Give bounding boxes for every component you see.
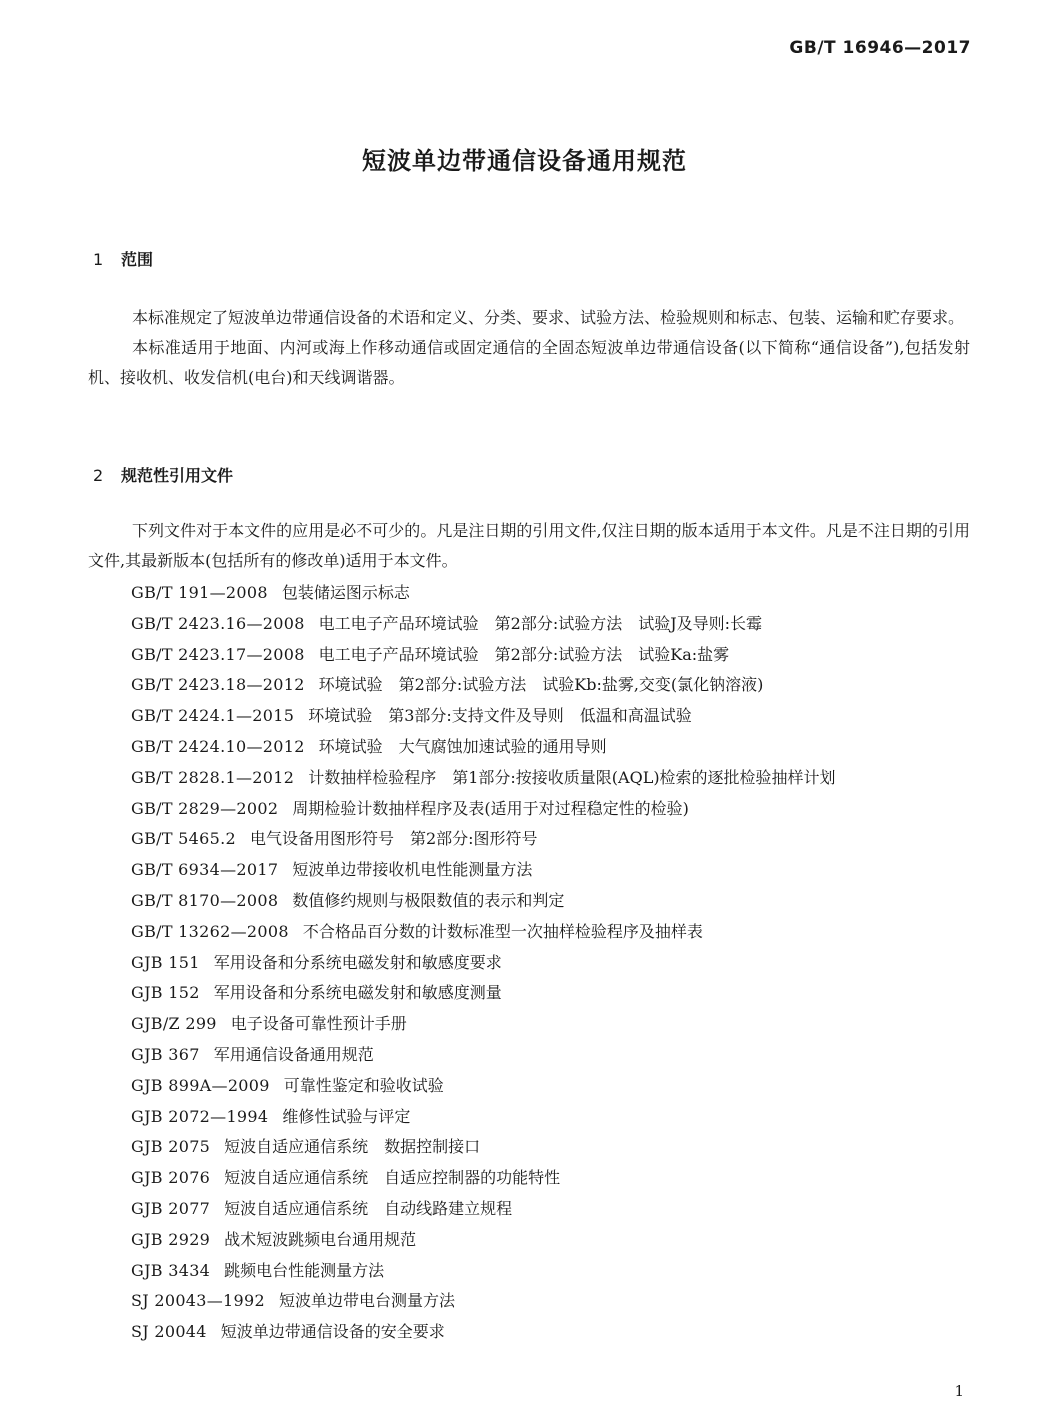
reference-code: GJB/Z 299 <box>131 1014 217 1034</box>
reference-title: 可靠性鉴定和验收试验 <box>283 1075 444 1095</box>
reference-item <box>88 1102 970 1133</box>
reference-title: 周期检验计数抽样程序及表(适用于对过程稳定性的检验) <box>292 798 689 818</box>
reference-code: GB/T 2423.16—2008 <box>131 613 305 633</box>
reference-title: 战术短波跳频电台通用规范 <box>224 1229 417 1249</box>
document-title: 短波单边带通信设备通用规范 <box>362 147 687 175</box>
reference-item <box>88 855 970 886</box>
section-2-heading <box>93 463 233 486</box>
section-number: 1 <box>93 250 104 269</box>
reference-item <box>88 1286 970 1317</box>
reference-item <box>88 1071 970 1102</box>
reference-code: SJ 20044 <box>131 1322 207 1342</box>
reference-code: GB/T 2828.1—2012 <box>131 767 295 787</box>
reference-item <box>88 1040 970 1071</box>
reference-title: 短波自适应通信系统 自适应控制器的功能特性 <box>224 1168 561 1188</box>
reference-title: 计数抽样检验程序 第1部分:按接收质量限(AQL)检索的逐批检验抽样计划 <box>308 767 836 787</box>
reference-item <box>88 1225 970 1256</box>
reference-title: 电子设备可靠性预计手册 <box>230 1014 407 1034</box>
reference-item <box>88 701 970 732</box>
reference-item <box>88 609 970 640</box>
reference-code: GB/T 2423.18—2012 <box>131 675 305 695</box>
reference-code: GB/T 13262—2008 <box>131 921 289 941</box>
reference-list <box>88 578 970 1348</box>
section-title: 范围 <box>121 250 154 269</box>
reference-item <box>88 732 970 763</box>
paragraph: 本标准适用于地面、内河或海上作移动通信或固定通信的全固态短波单边带通信设备(以下简称“通信设备”),包括发射机、接收机、收发信机(电台)和天线调谐器。 <box>88 338 970 387</box>
reference-title: 包装储运图示标志 <box>281 583 410 602</box>
reference-code: GB/T 2423.17—2008 <box>131 644 305 664</box>
reference-item <box>88 763 970 794</box>
reference-code: GJB 3434 <box>131 1260 211 1280</box>
reference-title: 电气设备用图形符号 第2部分:图形符号 <box>249 829 538 849</box>
reference-title: 电工电子产品环境试验 第2部分:试验方法 试验Ka:盐雾 <box>318 644 730 664</box>
reference-code: GB/T 2829—2002 <box>131 798 279 818</box>
section-title: 规范性引用文件 <box>121 466 234 485</box>
reference-code: GJB 152 <box>131 983 200 1003</box>
reference-title: 环境试验 第2部分:试验方法 试验Kb:盐雾,交变(氯化钠溶液) <box>318 675 764 695</box>
reference-code: GJB 2076 <box>131 1168 211 1188</box>
reference-item <box>88 670 970 701</box>
reference-code: GJB 899A—2009 <box>131 1075 270 1095</box>
reference-title: 数值修约规则与极限数值的表示和判定 <box>292 890 565 910</box>
section-1-heading <box>93 247 153 270</box>
page-number: 1 <box>954 1382 964 1400</box>
reference-item <box>88 1317 970 1348</box>
reference-title: 短波单边带接收机电性能测量方法 <box>292 860 533 880</box>
reference-code: GJB 151 <box>131 952 200 972</box>
reference-title: 环境试验 第3部分:支持文件及导则 低温和高温试验 <box>308 706 692 726</box>
reference-item <box>88 794 970 825</box>
reference-title: 环境试验 大气腐蚀加速试验的通用导则 <box>318 736 607 756</box>
reference-item <box>88 1009 970 1040</box>
reference-code: GJB 2072—1994 <box>131 1106 269 1126</box>
reference-item <box>88 1194 970 1225</box>
reference-item <box>88 917 970 948</box>
reference-code: GB/T 5465.2 <box>131 829 236 849</box>
reference-title: 军用设备和分系统电磁发射和敏感度测量 <box>213 983 502 1003</box>
reference-item <box>88 1132 970 1163</box>
reference-code: GJB 2077 <box>131 1198 211 1218</box>
reference-code: GB/T 8170—2008 <box>131 890 279 910</box>
reference-code: GB/T 191—2008 <box>131 583 268 602</box>
reference-title: 短波自适应通信系统 数据控制接口 <box>224 1137 481 1157</box>
reference-title: 维修性试验与评定 <box>282 1106 411 1126</box>
reference-code: GJB 2075 <box>131 1137 211 1157</box>
reference-code: GJB 367 <box>131 1044 200 1064</box>
paragraph: 下列文件对于本文件的应用是必不可少的。凡是注日期的引用文件,仅注日期的版本适用于本文件。凡是不注日期的引用文件,其最新版本(包括所有的修改单)适用于本文件。 <box>88 521 970 570</box>
section-2-body <box>88 516 970 576</box>
reference-title: 军用设备和分系统电磁发射和敏感度要求 <box>213 952 502 972</box>
reference-item <box>88 948 970 979</box>
reference-title: 短波单边带通信设备的安全要求 <box>220 1322 445 1342</box>
standard-code: GB/T 16946—2017 <box>789 38 971 58</box>
reference-title: 军用通信设备通用规范 <box>213 1044 374 1064</box>
reference-item <box>88 578 970 609</box>
reference-title: 不合格品百分数的计数标准型一次抽样检验程序及抽样表 <box>302 921 703 941</box>
reference-title: 短波单边带电台测量方法 <box>278 1291 455 1311</box>
reference-item <box>88 824 970 855</box>
reference-item <box>88 1163 970 1194</box>
reference-title: 跳频电台性能测量方法 <box>224 1260 385 1280</box>
paragraph: 本标准规定了短波单边带通信设备的术语和定义、分类、要求、试验方法、检验规则和标志、包装、运输和贮存要求。 <box>132 308 965 327</box>
section-1-body <box>88 303 970 393</box>
reference-code: SJ 20043—1992 <box>131 1291 265 1311</box>
reference-code: GJB 2929 <box>131 1229 211 1249</box>
reference-item <box>88 1256 970 1287</box>
reference-code: GB/T 2424.10—2012 <box>131 736 305 756</box>
reference-title: 短波自适应通信系统 自动线路建立规程 <box>224 1198 513 1218</box>
reference-item <box>88 640 970 671</box>
section-number: 2 <box>93 466 104 485</box>
reference-code: GB/T 2424.1—2015 <box>131 706 295 726</box>
reference-item <box>88 978 970 1009</box>
reference-code: GB/T 6934—2017 <box>131 860 279 880</box>
reference-item <box>88 886 970 917</box>
reference-title: 电工电子产品环境试验 第2部分:试验方法 试验J及导则:长霉 <box>318 613 763 633</box>
